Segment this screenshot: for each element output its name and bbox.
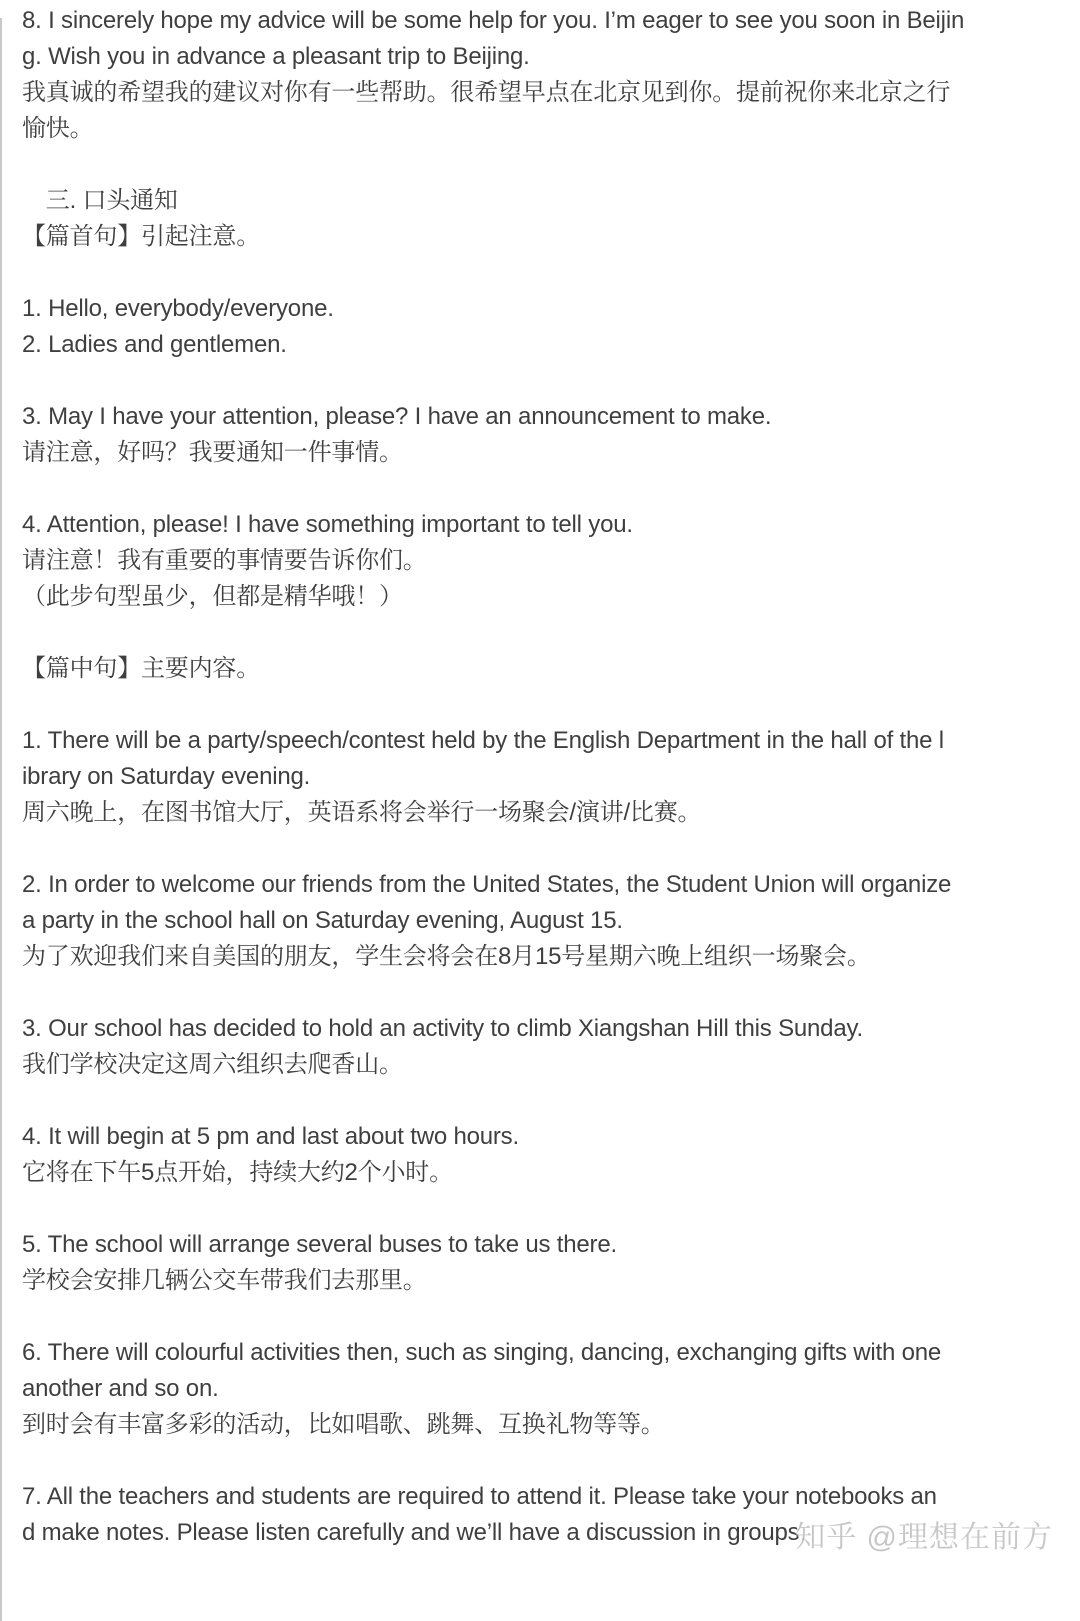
text-line: 4. Attention, please! I have something important to tell you. <box>22 511 633 538</box>
text-line: another and so on. <box>22 1375 219 1402</box>
paragraph <box>22 1119 1060 1191</box>
paragraph <box>22 867 1060 975</box>
text-line: 到时会有丰富多彩的活动，比如唱歌、跳舞、互换礼物等等。 <box>22 1411 665 1438</box>
text-line: 我真诚的希望我的建议对你有一些帮助。很希望早点在北京见到你。提前祝你来北京之行 <box>22 79 951 106</box>
paragraph-section-heading <box>22 183 1060 255</box>
text-line: 5. The school will arrange several buses to take us there. <box>22 1231 617 1258</box>
paragraph <box>22 1335 1060 1443</box>
text-line: 3. Our school has decided to hold an activity to climb Xiangshan Hill this Sunday. <box>22 1015 863 1042</box>
paragraph <box>22 399 1060 471</box>
paragraph <box>22 1227 1060 1299</box>
text-line: 【篇首句】引起注意。 <box>22 223 260 250</box>
text-line: a party in the school hall on Saturday evening, August 15. <box>22 907 623 934</box>
text-line: 2. In order to welcome our friends from the United States, the Student Union will organize <box>22 871 952 898</box>
text-line: 1. Hello, everybody/everyone. <box>22 295 334 322</box>
text-line: 为了欢迎我们来自美国的朋友，学生会将会在8月15号星期六晚上组织一场聚会。 <box>22 943 871 970</box>
text-line: 2. Ladies and gentlemen. <box>22 331 287 358</box>
paragraph <box>22 507 1060 615</box>
paragraph <box>22 723 1060 831</box>
text-line: 6. There will colourful activities then, such as singing, dancing, exchanging gifts with one <box>22 1339 942 1366</box>
text-line: g. Wish you in advance a pleasant trip to Beijing. <box>22 43 530 70</box>
text-line: d make notes. Please listen carefully and we’ll have a discussion in groups. <box>22 1519 806 1546</box>
section-title-line: 三. 口头通知 <box>22 187 178 214</box>
text-line: 它将在下午5点开始，持续大约2个小时。 <box>22 1159 453 1186</box>
paragraph <box>22 3 1060 147</box>
text-line: 8. I sincerely hope my advice will be some help for you. I’m eager to see you soon in Beijin <box>22 7 965 34</box>
text-line: ibrary on Saturday evening. <box>22 763 311 790</box>
text-line: 7. All the teachers and students are required to attend it. Please take your notebooks an <box>22 1483 937 1510</box>
text-line: 学校会安排几辆公交车带我们去那里。 <box>22 1267 427 1294</box>
zhihu-watermark: 知乎 @理想在前方 <box>795 1521 1053 1554</box>
text-line: 请注意！我有重要的事情要告诉你们。 <box>22 547 427 574</box>
text-line: 请注意，好吗？我要通知一件事情。 <box>22 439 403 466</box>
text-line: 愉快。 <box>22 115 94 142</box>
paragraph <box>22 291 1060 363</box>
text-line: （此步句型虽少，但都是精华哦！） <box>22 583 403 610</box>
text-line: 【篇中句】主要内容。 <box>22 655 260 682</box>
text-line: 4. It will begin at 5 pm and last about two hours. <box>22 1123 519 1150</box>
text-line: 3. May I have your attention, please? I have an announcement to make. <box>22 403 772 430</box>
text-line: 1. There will be a party/speech/contest held by the English Department in the hall of the l <box>22 727 944 754</box>
paragraph <box>22 1011 1060 1083</box>
text-line: 周六晚上，在图书馆大厅，英语系将会举行一场聚会/演讲/比赛。 <box>22 799 702 826</box>
text-line: 我们学校决定这周六组织去爬香山。 <box>22 1051 403 1078</box>
paragraph-section-heading <box>22 651 1060 687</box>
